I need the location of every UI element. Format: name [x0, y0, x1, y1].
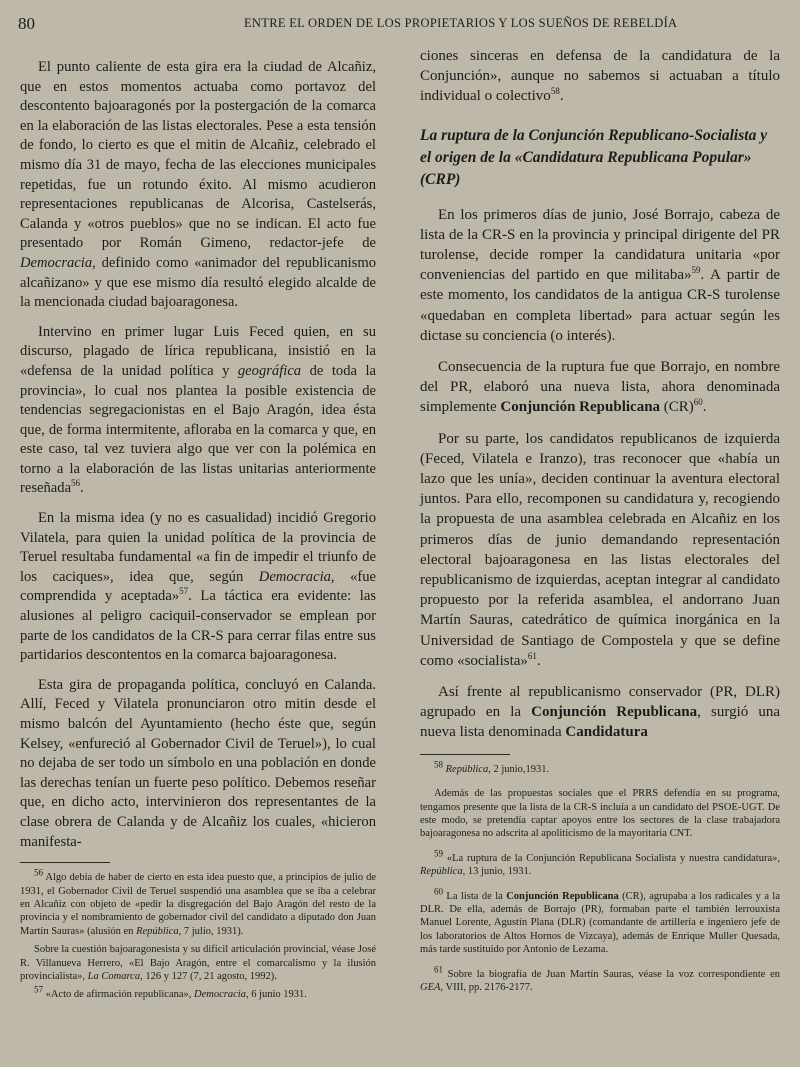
- emphasis: Democracia: [20, 254, 93, 271]
- text: .: [559, 88, 564, 105]
- paragraph: [20, 58, 376, 313]
- footnote-60: [420, 886, 780, 957]
- text: , 6 junio 1931.: [245, 989, 307, 1001]
- text: La lista de la: [443, 890, 507, 902]
- text: , definido como «animador del republicanismo alcañizano» y que ese mismo día resultó elegido alcalde de la mencionada ciudad bajoaragonesa.: [20, 254, 376, 311]
- paragraph: [420, 46, 780, 107]
- text: Consecuencia de la ruptura fue que Borrajo, en nombre del PR, elaboró una nueva lista, ahora denominada simplemente: [420, 359, 780, 416]
- page-header: [10, 12, 790, 34]
- bold-term: Conjunción Republicana: [531, 704, 698, 721]
- paragraph: [420, 357, 780, 418]
- text: . A partir de este momento, los candidatos de la antigua CR-S turolense «quedaban en completa libertad» para actuar según les dictase su conciencia (o interés).: [420, 267, 780, 344]
- emphasis: República: [445, 763, 489, 775]
- text: , 13 junio, 1931.: [462, 866, 532, 878]
- footnote-ref[interactable]: 58: [550, 86, 560, 97]
- footnote-59: [420, 848, 780, 879]
- footnotes-left: [20, 867, 376, 1002]
- footnote-58-continued: Además de las propuestas sociales que el PRRS defendía en su programa, tengamos presente que la lista de la CR-S incluía a un candidato del PSOE-UGT. De este modo, se pretendía captar apoyos entre los sectores de la clase trabajadora bajoaragonesa no adscrita al apoliticismo de la mayoritaria CNT.: [420, 788, 780, 840]
- text: Por su parte, los candidatos republicanos de izquierda (Feced, Vilatela e Iranzo), tras reconocer que «había un lazo que les unía», deciden continuar la aventura electoral juntos. Para ello, recomponen su candidatura y, recogiendo la propuesta de una asamblea celebrada en Alcañiz en los primeros días de junio demandando representación electoral bajoaragonesa en las listas electorales del republicanismo de izquierdas, aceptan integrar al candidato propuesto por la referida asamblea, el andorrano Juan Martín Sauras, catedrático de química inorgánica en la Universidad de Santiago de Compostela y que se define como «socialista»: [420, 430, 780, 669]
- text: , VIII, pp. 2176-2177.: [440, 981, 533, 993]
- text: «La ruptura de la Conjunción Republicana Socialista y nuestra candidatura»,: [443, 852, 780, 864]
- section-heading: La ruptura de la Conjunción Republicano-Socialista y el origen de la «Candidatura Republicana Popular» (CRP): [420, 126, 768, 188]
- page-number: 80: [18, 14, 35, 33]
- footnotes-right: [420, 759, 780, 995]
- paragraph: [420, 205, 780, 346]
- bold-term: Candidatura: [565, 724, 648, 741]
- footnote-61: [420, 964, 780, 995]
- text: Intervino en primer lugar Luis Feced quien, en su discurso, plagado de lírica republicana, insistió en la «defensa de la unidad política y: [20, 323, 376, 379]
- footnote-56: [20, 867, 376, 938]
- text: .: [702, 399, 707, 416]
- footnote-number: 56: [34, 867, 43, 878]
- text: , «fue comprendida y aceptada»: [20, 568, 376, 605]
- emphasis: La Comarca: [87, 971, 141, 982]
- text: . La táctica era evidente: las alusiones al peligro caciquil-conservador se emplean por parte de los candidatos de la CR-S para cerrar filas entre sus partidarios descontentos en la comarca bajoaragonesa.: [20, 588, 377, 664]
- footnote-number: 58: [434, 759, 443, 770]
- footnote-number: 57: [34, 984, 43, 995]
- paragraph: [20, 509, 376, 666]
- text: En los primeros días de junio, José Borrajo, cabeza de lista de la CR-S en la provincia y principal dirigente del PR turolense, decide romper la candidatura unitaria «por conveniencias del partido en que militaba»: [420, 206, 780, 284]
- footnote-ref[interactable]: 57: [179, 586, 189, 597]
- bold-term: Conjunción Republicana: [500, 399, 661, 416]
- footnote-divider: [20, 862, 110, 863]
- running-title: ENTRE EL ORDEN DE LOS PROPIETARIOS Y LOS SUEÑOS DE REBELDÍA: [244, 16, 678, 30]
- footnote-number: 59: [434, 848, 443, 859]
- text: Así frente al republicanismo conservador (PR, DLR) agrupado en la: [420, 684, 780, 721]
- text: .: [536, 652, 541, 669]
- footnote-ref[interactable]: 60: [693, 397, 703, 408]
- text: , 126 y 127 (7, 21 agosto, 1992).: [140, 971, 277, 982]
- emphasis: Democracia: [258, 568, 331, 585]
- bold-term: Conjunción Republicana: [506, 890, 619, 902]
- text: (CR), agrupaba a los radicales y a la DLR. De ella, además de Borrajo (PR), formaban parte el también lerrouxista Manuel Lorente, Agustín Plana (DLR) (comandante de artillería e ingeniero jefe de los laboratorios de Altos Hornos de Vizcaya), además de Enrique Muller Quesada, más tarde sustituido por Antonio de Lezama.: [420, 890, 780, 956]
- paragraph: Esta gira de propaganda política, concluyó en Calanda. Allí, Feced y Vilatela pronunciaron otro mitin desde el mismo balcón del Ayuntamiento (hecho éste que, según Kelsey, «enfureció al Gobernador Civil de Teruel»), lo cual no dejaba de ser todo un símbolo en una población en donde las derechas tenían un fuerte peso político. Debemos reseñar que, en dicho acto, intervinieron dos representantes de la clase obrera de Calanda y de Alcañiz los cuales, «hicieron manifesta-: [20, 676, 376, 850]
- emphasis: República: [420, 866, 463, 878]
- paragraph: [420, 682, 780, 743]
- footnote-ref[interactable]: 56: [71, 478, 81, 489]
- emphasis: geográfica: [237, 362, 302, 379]
- footnote-56-continued: [20, 943, 376, 983]
- footnote-divider: [420, 754, 510, 755]
- footnote-ref[interactable]: 61: [527, 650, 537, 661]
- text: (CR): [660, 399, 694, 416]
- emphasis: GEA: [420, 981, 441, 993]
- left-column: [20, 58, 376, 1007]
- text: El punto caliente de esta gira era la ciudad de Alcañiz, que en estos momentos actuaba como portavoz del descontento bajoaragonés por la postergación de la comarca en la elaboración de las listas electorales. Pese a esta tensión de fondo, lo cierto es que el mitin de Alcañiz, celebrado el mismo día 31 de mayo, fecha de las elecciones municipales repetidas, fue un rotundo éxito. Al mismo acudieron representaciones republicanas de Alcorisa, Castelserás, Calanda y «otros pueblos» que no se indican. El acto fue presentado por Román Gimeno, redactor-jefe de: [20, 59, 376, 252]
- footnote-57: [20, 984, 376, 1001]
- text: , surgió una nueva lista denominada: [420, 704, 781, 741]
- footnote-58: [420, 759, 780, 776]
- footnote-ref[interactable]: 59: [691, 265, 701, 276]
- footnote-number: 61: [434, 964, 443, 975]
- text: , 7 julio, 1931).: [178, 925, 244, 937]
- text: «Acto de afirmación republicana»,: [43, 989, 195, 1001]
- text: , 2 junio,1931.: [488, 763, 550, 775]
- text: En la misma idea (y no es casualidad) incidió Gregorio Vilatela, para quien la unidad política de la provincia de Teruel resultaba fundamental «a fin de impedir el triunfo de los caciques», idea que, según: [20, 510, 376, 585]
- text: ciones sinceras en defensa de la candidatura de la Conjunción», aunque no sabemos si actuaban a título individual o colectivo: [420, 48, 780, 105]
- text: de toda la provincia», lo cual nos plantea la posible existencia de tendencias segregacionistas en el Bajo Aragón, idea ésta que, de forma intermitente, afloraba en la comarca y que, en este caso, tal vez tuviera algo que ver con la polémica en torno a la elaboración de las listas unitarias anteriormente reseñada: [20, 362, 376, 497]
- text: Sobre la biografía de Juan Martín Sauras, véase la voz correspondiente en: [443, 968, 780, 980]
- paragraph: [20, 323, 376, 499]
- text: Sobre la cuestión bajoaragonesista y su difícil articulación provincial, véase José R. Villanueva Herrero, «El Bajo Aragón, entre el comarcalismo y la ilusión provincialista»,: [20, 944, 376, 982]
- right-column: [420, 46, 780, 1005]
- footnote-number: 60: [434, 886, 443, 897]
- text: .: [80, 480, 84, 497]
- emphasis: Democracia: [194, 989, 246, 1001]
- text: Algo debía de haber de cierto en esta idea puesto que, a principios de julio de 1931, el Gobernador Civil de Teruel suspendió una asamblea que se iba a celebrar en Alcañiz con objeto de «pedir la disgregación del Bajo Aragón del resto de la provincia y el nombramiento de gobernador civil del candidato a diputado don Juan Martín Sauras» (alusión en: [20, 872, 376, 937]
- paragraph: [420, 429, 780, 671]
- emphasis: República: [136, 925, 179, 937]
